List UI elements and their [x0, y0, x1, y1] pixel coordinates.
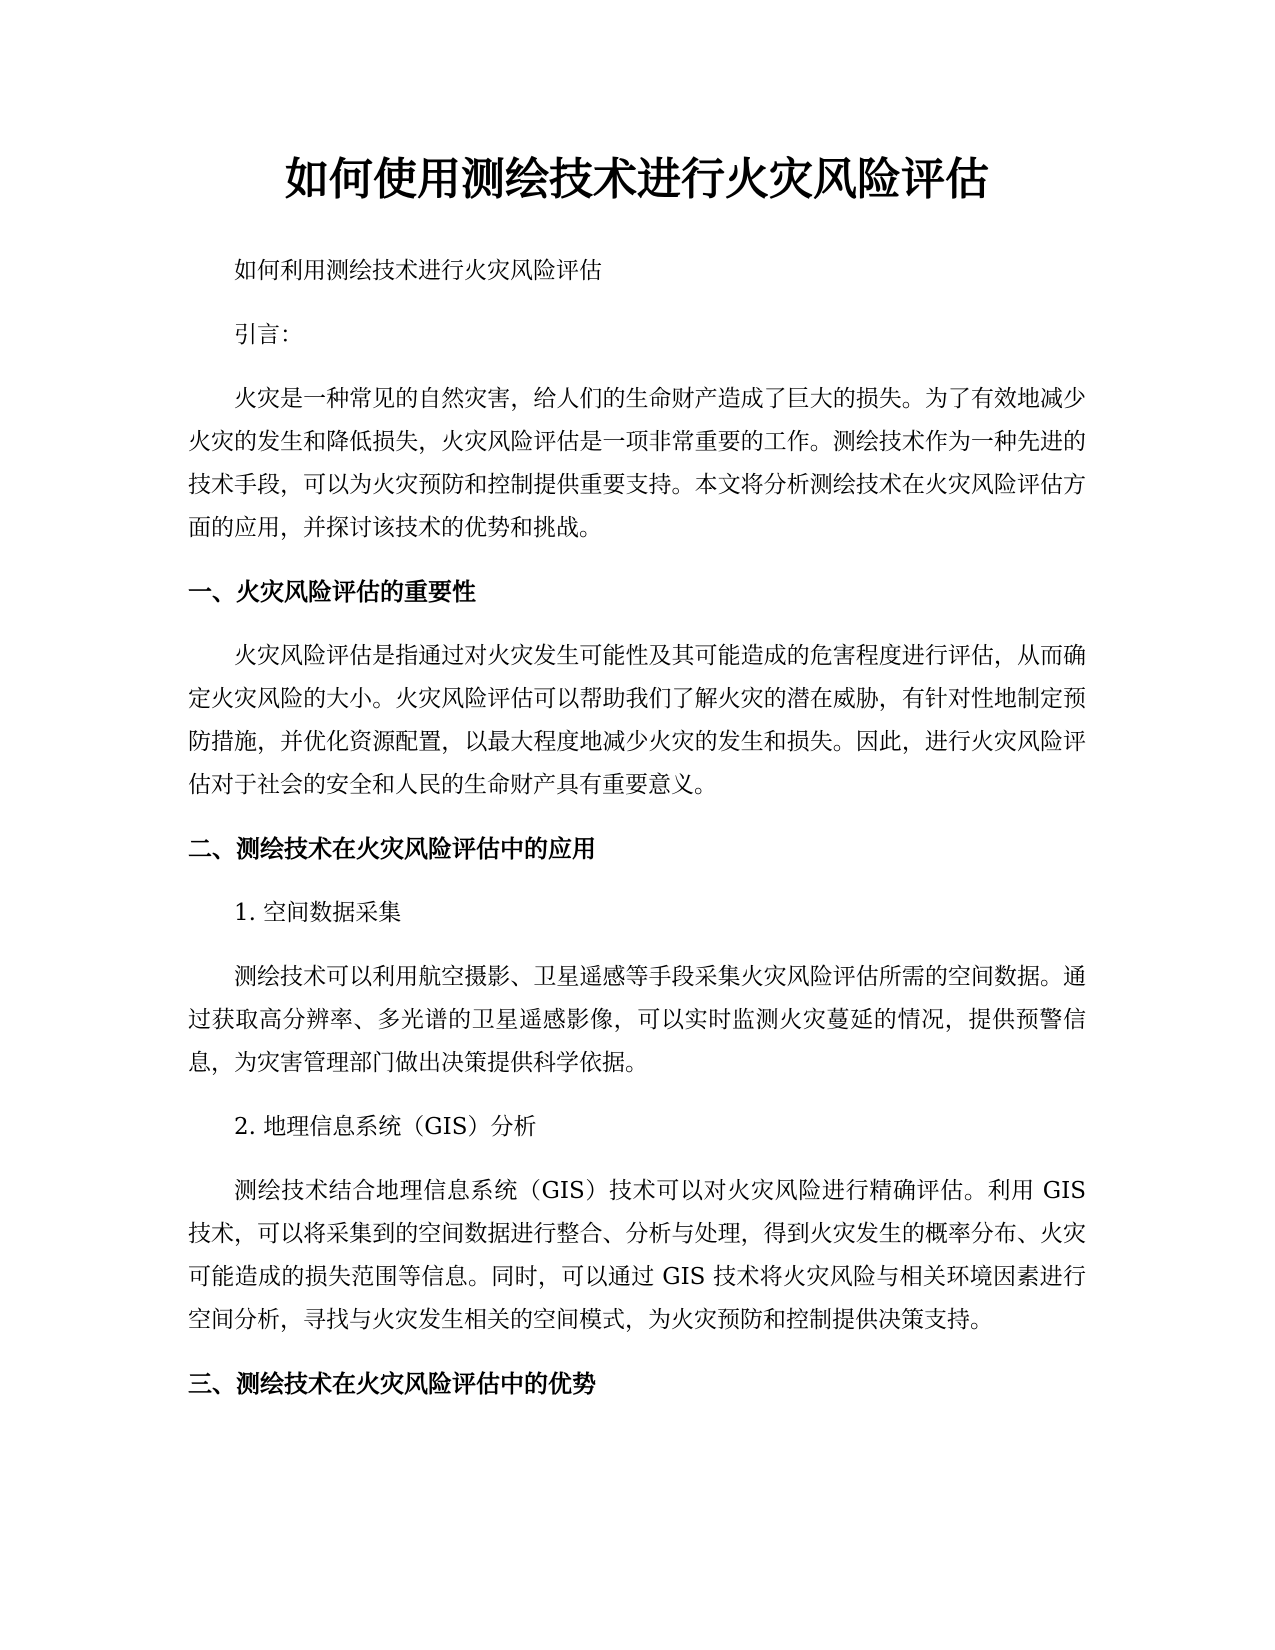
gis-analysis-paragraph: 测绘技术结合地理信息系统（GIS）技术可以对火灾风险进行精确评估。利用 GIS 技术，可以将采集到的空间数据进行整合、分析与处理，得到火灾发生的概率分布、火灾可能造成的损失范围等信息。同时，可以通过 GIS 技术将火灾风险与相关环境因素进行空间分析，寻找与火灾发生相关的空间模式，为火灾预防和控制提供决策支持。 — [188, 1178, 1086, 1333]
section-heading-importance: 一、火灾风险评估的重要性 — [188, 578, 476, 606]
intro-paragraph: 火灾是一种常见的自然灾害，给人们的生命财产造成了巨大的损失。为了有效地减少火灾的发生和降低损失，火灾风险评估是一项非常重要的工作。测绘技术作为一种先进的技术手段，可以为火灾预防和控制提供重要支持。本文将分析测绘技术在火灾风险评估方面的应用，并探讨该技术的优势和挑战。 — [188, 386, 1086, 541]
section-heading-applications: 二、测绘技术在火灾风险评估中的应用 — [188, 835, 596, 863]
section-heading-advantages: 三、测绘技术在火灾风险评估中的优势 — [188, 1370, 596, 1398]
importance-paragraph: 火灾风险评估是指通过对火灾发生可能性及其可能造成的危害程度进行评估，从而确定火灾风险的大小。火灾风险评估可以帮助我们了解火灾的潜在威胁，有针对性地制定预防措施，并优化资源配置，以最大程度地减少火灾的发生和损失。因此，进行火灾风险评估对于社会的安全和人民的生命财产具有重要意义。 — [188, 643, 1086, 798]
subsection-label-gis-analysis: 2. 地理信息系统（GIS）分析 — [234, 1114, 537, 1140]
document-body — [188, 148, 1086, 1427]
subtitle-paragraph: 如何利用测绘技术进行火灾风险评估 — [234, 258, 602, 284]
intro-label: 引言： — [234, 322, 303, 348]
data-collection-paragraph: 测绘技术可以利用航空摄影、卫星遥感等手段采集火灾风险评估所需的空间数据。通过获取高分辨率、多光谱的卫星遥感影像，可以实时监测火灾蔓延的情况，提供预警信息，为灾害管理部门做出决策提供科学依据。 — [188, 964, 1086, 1076]
document-title: 如何使用测绘技术进行火灾风险评估 — [285, 154, 989, 205]
subsection-label-data-collection: 1. 空间数据采集 — [234, 900, 402, 926]
